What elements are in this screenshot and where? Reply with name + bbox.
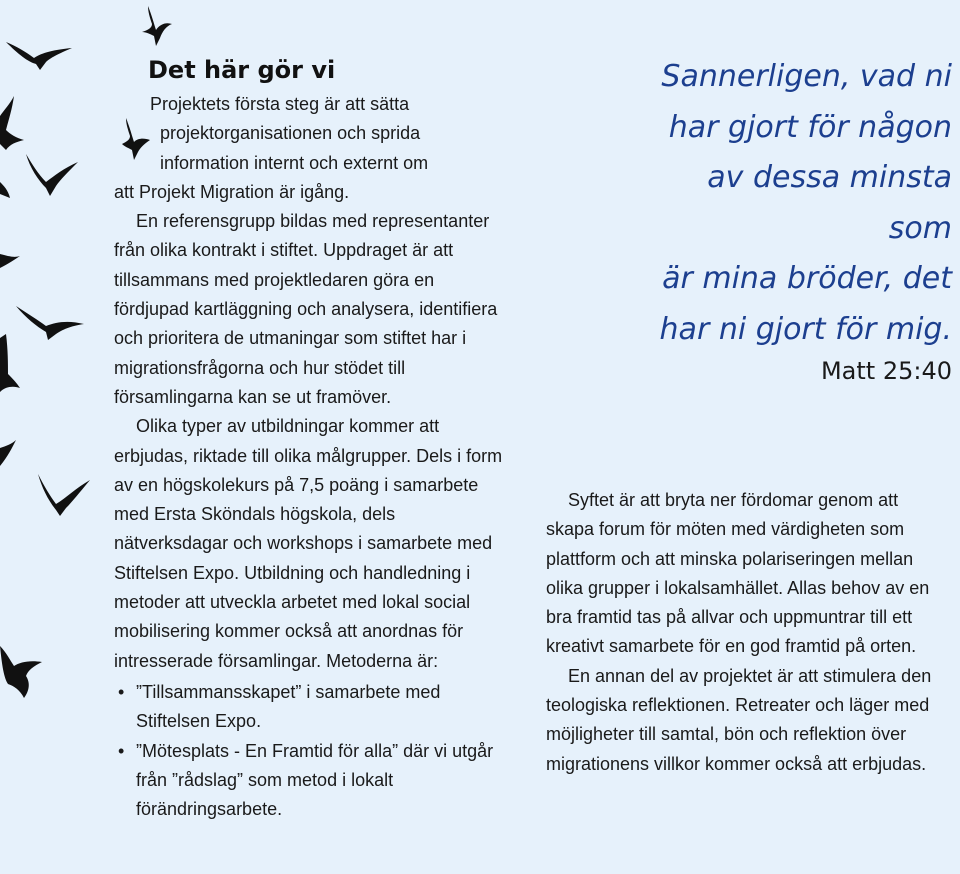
bird-icon (0, 182, 10, 198)
bullet-marker: • (118, 740, 125, 761)
paragraph-reference-group: En referensgrupp bildas med representanter från olika kontrakt i stiftet. Uppdraget är att tillsammans med projektledaren göra en fördjupad kartläggning och analysera, identifiera och prioritera de utmaningar som stiftet har i migrationsfrågorna och hur stödet till församlingarna kan se ut framöver. (114, 211, 498, 407)
bullet-marker: • (118, 681, 125, 702)
bird-icon (6, 36, 72, 70)
bird-icon (0, 334, 20, 392)
list-item (114, 678, 506, 737)
list-item-text: ”Mötesplats - En Framtid för alla” där vi utgår från ”rådslag” som metod i lokalt förändringsarbete. (136, 740, 494, 820)
methods-list (114, 678, 506, 824)
bird-icon (0, 440, 16, 466)
intro-line: projektorganisationen och sprida (160, 123, 421, 144)
intro-paragraph (114, 90, 506, 207)
scripture-quote (640, 52, 952, 385)
quote-line: Sannerligen, vad ni (661, 59, 952, 94)
quote-text (640, 52, 952, 355)
bird-icon (0, 642, 42, 698)
paragraph-theology: En annan del av projektet är att stimulera den teologiska reflektionen. Retreater och läger med möjligheter till samtal, bön och reflektion över migrationens villkor kommer också att erbjudas. (546, 665, 932, 774)
quote-line: av dessa minsta som (707, 160, 952, 246)
list-item-text: ”Tillsammansskapet” i samarbete med Stiftelsen Expo. (136, 681, 441, 732)
bird-icon (0, 250, 20, 268)
paragraph-training: Olika typer av utbildningar kommer att erbjudas, riktade till olika målgrupper. Dels i form av en högskolekurs på 7,5 poäng i samarbete med Ersta Sköndals högskola, dels nätverksdagar och workshops i samarbete med Stiftelsen Expo. Utbildning och handledning i metoder att utveckla arbetet med lokal social mobilisering kommer också att anordnas för intresserade församlingar. Metoderna är: (114, 416, 503, 671)
quote-line: har ni gjort för mig. (659, 311, 952, 347)
bird-icon (26, 154, 78, 196)
article-right-column (546, 486, 944, 779)
bird-icon (16, 306, 84, 340)
intro-line: information internt och externt om (160, 152, 429, 173)
section-heading: Det här gör vi (148, 56, 336, 84)
quote-reference: Matt 25:40 (820, 357, 952, 385)
list-item (114, 737, 506, 825)
bird-icon (0, 96, 24, 150)
quote-line: är mina bröder, det (662, 261, 952, 296)
bird-icon (38, 474, 90, 516)
quote-line: har gjort för någon (668, 109, 952, 145)
paragraph-purpose: Syftet är att bryta ner fördomar genom att skapa forum för möten med värdigheten som plattform och att minska polariseringen mellan olika grupper i lokalsamhället. Allas behov av en bra framtid tas på allvar och uppmuntrar till ett kreativt samarbete för en god framtid på orten. (546, 490, 930, 657)
article-left-column (114, 56, 506, 824)
bird-icon (142, 6, 172, 46)
intro-line: att Projekt Migration är igång. (114, 181, 350, 202)
intro-line: Projektets första steg är att sätta (150, 94, 410, 114)
